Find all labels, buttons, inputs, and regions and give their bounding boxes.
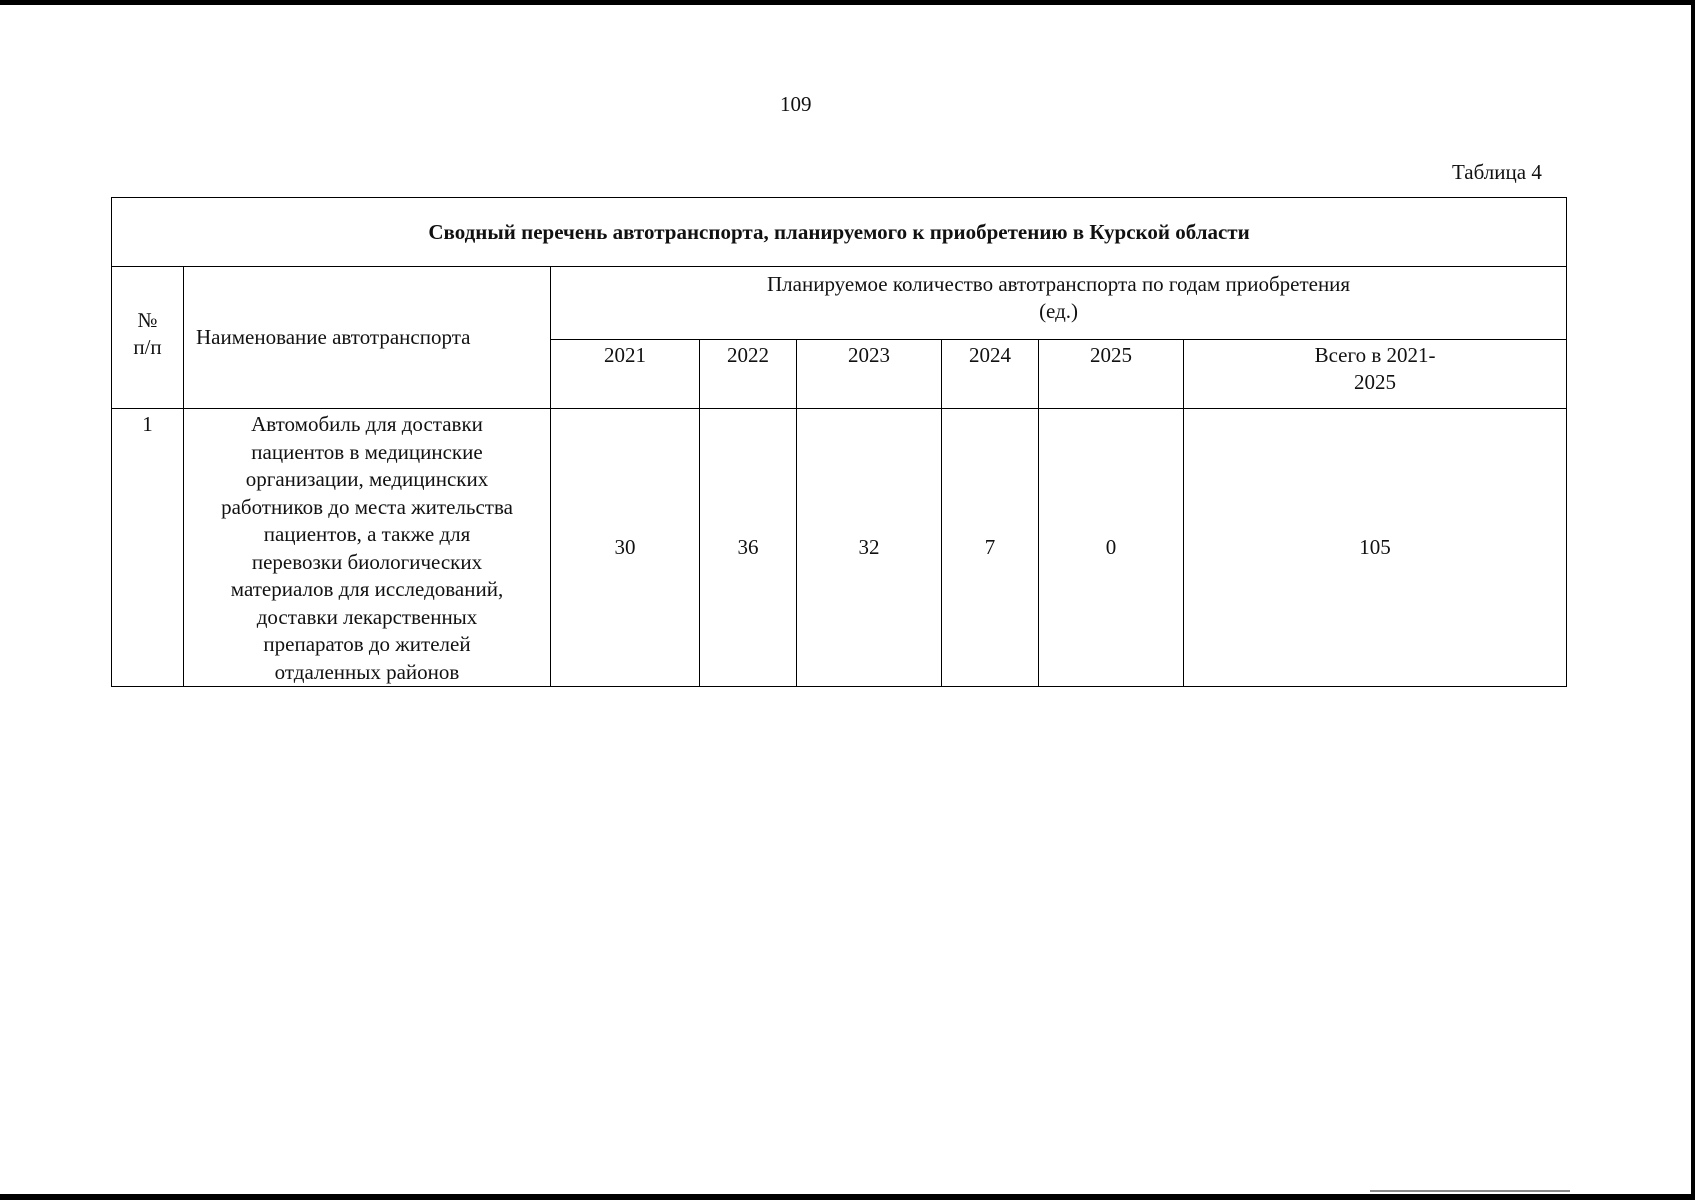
header-row-1 [112, 267, 1567, 340]
header-number [112, 267, 184, 409]
row-name-line: материалов для исследований, [230, 577, 504, 601]
value-total: 105 [1184, 409, 1567, 687]
table-label: Таблица 4 [1452, 160, 1542, 184]
header-total [1184, 340, 1567, 409]
scan-mark [1370, 1190, 1570, 1192]
row-number: 1 [112, 409, 184, 687]
header-vehicle-name: Наименование автотранспорта [184, 267, 551, 409]
value-2022: 36 [700, 409, 797, 687]
scan-border-bottom [0, 1194, 1695, 1200]
header-year-2021: 2021 [551, 340, 700, 409]
row-name-line: доставки лекарственных [256, 604, 478, 629]
header-year-2023: 2023 [797, 340, 942, 409]
table-caption-row [112, 198, 1567, 267]
value-2025: 0 [1039, 409, 1184, 687]
row-name-line: пациентов, а также для [263, 522, 471, 546]
row-name-line: препаратов до жителей [263, 632, 471, 656]
header-number-line1: № [137, 308, 158, 332]
row-name-line: отдаленных районов [274, 659, 460, 684]
row-name-line: работников до места жительства [221, 494, 513, 519]
header-planned-quantity [551, 267, 1567, 340]
value-2023: 32 [797, 409, 942, 687]
header-year-2025: 2025 [1039, 340, 1184, 409]
row-name-line: пациентов в медицинские [251, 439, 483, 464]
header-planned-line1: Планируемое количество автотранспорта по годам приобретения [767, 272, 1351, 296]
header-year-2022: 2022 [700, 340, 797, 409]
table-caption: Сводный перечень автотранспорта, планируемого к приобретению в Курской области [112, 198, 1567, 267]
header-total-line1: Всего в 2021- [1314, 343, 1436, 367]
header-number-line2: п/п [133, 335, 162, 359]
row-name-line: организации, медицинских [245, 467, 489, 491]
row-name-line: перевозки биологических [251, 549, 483, 574]
scan-border-top [0, 0, 1695, 5]
vehicle-summary-table [111, 197, 1567, 687]
header-year-2024: 2024 [942, 340, 1039, 409]
value-2024: 7 [942, 409, 1039, 687]
scan-border-right [1691, 0, 1695, 1200]
page-number: 109 [780, 92, 812, 116]
value-2021: 30 [551, 409, 700, 687]
header-planned-line2: (ед.) [1039, 299, 1079, 323]
table-row [112, 409, 1567, 687]
header-total-line2: 2025 [1354, 370, 1397, 394]
row-name-line: Автомобиль для доставки [251, 412, 483, 436]
row-vehicle-name [184, 409, 551, 687]
